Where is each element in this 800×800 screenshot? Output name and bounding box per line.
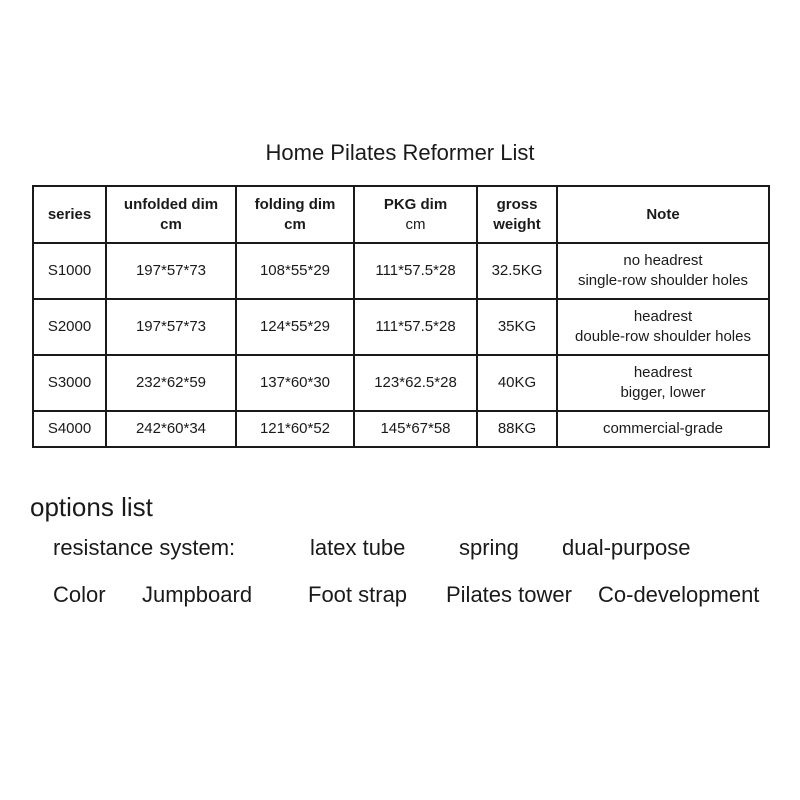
cell-note xyxy=(557,355,769,411)
header-gross-weight: gross weight xyxy=(477,186,557,243)
cell-unfolded: 197*57*73 xyxy=(106,243,236,299)
cell-weight: 35KG xyxy=(477,299,557,355)
option-dual-purpose: dual-purpose xyxy=(562,535,691,560)
cell-weight: 40KG xyxy=(477,355,557,411)
cell-folding: 137*60*30 xyxy=(236,355,354,411)
cell-folding: 108*55*29 xyxy=(236,243,354,299)
options-title: options list xyxy=(30,492,153,522)
header-note: Note xyxy=(557,186,769,243)
cell-pkg: 111*57.5*28 xyxy=(354,299,477,355)
option-spring: spring xyxy=(459,535,519,560)
table-row xyxy=(33,411,769,447)
cell-note xyxy=(557,243,769,299)
note-line: headrest xyxy=(633,308,693,325)
note-line: double-row shoulder holes xyxy=(575,328,751,345)
cell-pkg: 123*62.5*28 xyxy=(354,355,477,411)
option-pilates-tower: Pilates tower xyxy=(446,582,572,607)
option-jumpboard: Jumpboard xyxy=(142,582,253,607)
table-header-row xyxy=(33,186,769,243)
option-color: Color xyxy=(53,582,106,607)
cell-note xyxy=(557,411,769,447)
cell-unfolded: 232*62*59 xyxy=(106,355,236,411)
header-folding-dim: folding dim cm xyxy=(236,186,354,243)
cell-pkg: 111*57.5*28 xyxy=(354,243,477,299)
cell-note xyxy=(557,299,769,355)
header-unfolded-dim: unfolded dim cm xyxy=(106,186,236,243)
note-line: commercial-grade xyxy=(602,420,724,437)
option-foot-strap: Foot strap xyxy=(308,582,408,607)
cell-series: S2000 xyxy=(33,299,106,355)
cell-unfolded: 242*60*34 xyxy=(106,411,236,447)
option-co-development: Co-development xyxy=(598,582,760,607)
cell-weight: 32.5KG xyxy=(477,243,557,299)
cell-unfolded: 197*57*73 xyxy=(106,299,236,355)
note-line: bigger, lower xyxy=(620,384,706,401)
note-line: headrest xyxy=(633,364,693,381)
cell-folding: 121*60*52 xyxy=(236,411,354,447)
cell-weight: 88KG xyxy=(477,411,557,447)
option-latex-tube: latex tube xyxy=(310,535,406,560)
cell-series: S4000 xyxy=(33,411,106,447)
cell-folding: 124*55*29 xyxy=(236,299,354,355)
cell-series: S1000 xyxy=(33,243,106,299)
note-line: no headrest xyxy=(623,252,703,269)
cell-pkg: 145*67*58 xyxy=(354,411,477,447)
header-pkg-dim: PKG dim cm xyxy=(354,186,477,243)
header-series: series xyxy=(33,186,106,243)
note-line: single-row shoulder holes xyxy=(577,272,749,289)
page-title: Home Pilates Reformer List xyxy=(265,140,535,165)
spec-table xyxy=(32,185,770,448)
resistance-system-label: resistance system: xyxy=(53,535,236,560)
table-row xyxy=(33,355,769,411)
table-row xyxy=(33,243,769,299)
cell-series: S3000 xyxy=(33,355,106,411)
table-row xyxy=(33,299,769,355)
